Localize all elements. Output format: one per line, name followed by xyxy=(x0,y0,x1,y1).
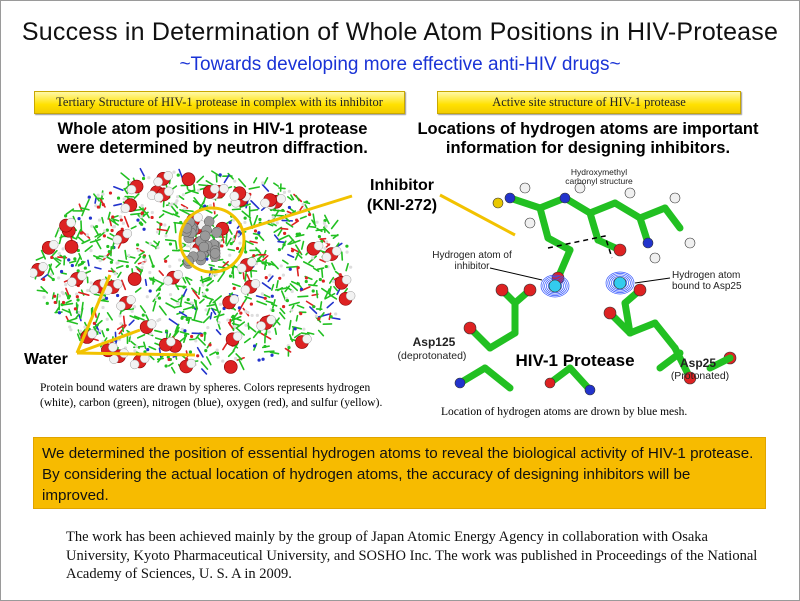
water-pointer-line-3 xyxy=(77,353,195,355)
page-subtitle: ~Towards developing more effective anti-HIV drugs~ xyxy=(179,54,621,75)
inhibitor-pointer-line xyxy=(243,196,352,230)
hiv1-protease-label: HIV-1 Protease xyxy=(515,351,635,370)
hydrogen-inhibitor-label: Hydrogen atom of inhibitor xyxy=(432,250,512,272)
result-text: We determined the position of essential hydrogen atoms to reveal the biological activity of HIV-1 protease. By considering the actual location of hydrogen atoms, the accuracy of designing inhibitors will be improved. xyxy=(42,445,754,504)
left-heading: Whole atom positions in HIV-1 protease were determined by neutron diffraction. xyxy=(57,120,368,157)
hydroxymethyl-label: Hydroxymethyl carbonyl structure xyxy=(565,167,633,186)
footer-text: The work has been achieved mainly by the group of Japan Atomic Energy Agency in collaboration with Osaka University, Kyoto Pharmaceutical University, and SOSHO Inc. The work was published in Proceedings of the National Academy of Sciences, U. S. A in 2009. xyxy=(66,529,758,582)
right-heading: Locations of hydrogen atoms are important information for designing inhibitors. xyxy=(417,120,759,157)
left-panel-label: Tertiary Structure of HIV-1 protease in complex with its inhibitor xyxy=(34,91,405,114)
asp25-state: (Protonated) xyxy=(670,370,730,382)
asp25-name: Asp25 xyxy=(679,356,717,370)
inhibitor-callout: Inhibitor (KNI-272) xyxy=(366,177,438,214)
page-title: Success in Determination of Whole Atom Positions in HIV-Protease xyxy=(21,18,779,46)
asp125-state: (deprotonated) xyxy=(397,350,467,362)
label-pointer-lines xyxy=(490,268,670,283)
asp125-name: Asp125 xyxy=(412,335,456,349)
inhibitor-highlight-circle xyxy=(180,208,244,272)
hydrogen-asp25-label: Hydrogen atom bound to Asp25 xyxy=(672,270,742,292)
right-panel-label: Active site structure of HIV-1 protease xyxy=(437,91,741,114)
inhibitor-sticks xyxy=(493,183,695,284)
result-box xyxy=(33,437,766,509)
right-caption: Location of hydrogen atoms are drown by blue mesh. xyxy=(441,406,688,418)
left-caption: Protein bound waters are drawn by spheres. Colors represents hydrogen (white), carbon (green), nitrogen (blue), oxygen (red), and sulfur (yellow). xyxy=(40,382,383,409)
water-callout: Water xyxy=(24,351,68,368)
